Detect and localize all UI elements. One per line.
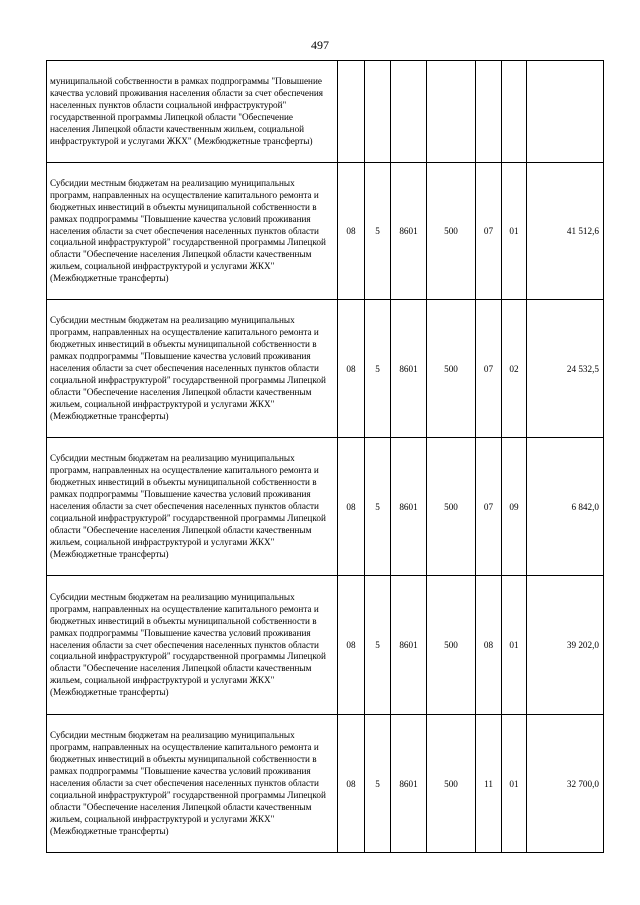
amount-cell: 32 700,0 xyxy=(527,715,604,853)
code-cell xyxy=(476,61,502,163)
code-cell: 8601 xyxy=(391,438,427,576)
code-cell: 08 xyxy=(338,576,365,715)
amount-cell: 39 202,0 xyxy=(527,576,604,715)
code-cell: 08 xyxy=(338,300,365,438)
table-row xyxy=(47,300,604,438)
code-cell: 8601 xyxy=(391,300,427,438)
code-cell: 07 xyxy=(476,300,502,438)
page-number: 497 xyxy=(311,38,329,52)
table-row xyxy=(47,163,604,300)
code-cell: 500 xyxy=(427,715,476,853)
code-cell: 11 xyxy=(476,715,502,853)
code-cell: 5 xyxy=(365,715,391,853)
table-row xyxy=(47,715,604,853)
code-cell: 8601 xyxy=(391,576,427,715)
code-cell: 8601 xyxy=(391,715,427,853)
row-description: муниципальной собственности в рамках подпрограммы "Повышение качества условий проживания населения области за счет обеспечения населенных пунктов области социальной инфраструктурой" государственной программы Липецкой области "Обеспечение населения Липецкой области качественным жильем, социальной инфраструктурой и услугами ЖКХ" (Межбюджетные трансферты) xyxy=(47,61,338,163)
code-cell: 5 xyxy=(365,576,391,715)
row-description: Субсидии местным бюджетам на реализацию муниципальных программ, направленных на осуществление капитального ремонта и бюджетных инвестиций в объекты муниципальной собственности в рамках подпрограммы "Повышение качества условий проживания населения области за счет обеспечения населенных пунктов области социальной инфраструктурой" государственной программы Липецкой области "Обеспечение населения Липецкой области качественным жильем, социальной инфраструктурой и услугами ЖКХ" (Межбюджетные трансферты) xyxy=(47,576,338,715)
amount-cell: 6 842,0 xyxy=(527,438,604,576)
amount-cell: 24 532,5 xyxy=(527,300,604,438)
code-cell: 07 xyxy=(476,163,502,300)
budget-table xyxy=(46,60,604,853)
row-description: Субсидии местным бюджетам на реализацию муниципальных программ, направленных на осуществление капитального ремонта и бюджетных инвестиций в объекты муниципальной собственности в рамках подпрограммы "Повышение качества условий проживания населения области за счет обеспечения населенных пунктов области социальной инфраструктурой" государственной программы Липецкой области "Обеспечение населения Липецкой области качественным жильем, социальной инфраструктурой и услугами ЖКХ" (Межбюджетные трансферты) xyxy=(47,715,338,853)
code-cell: 01 xyxy=(502,576,527,715)
code-cell xyxy=(427,61,476,163)
row-description: Субсидии местным бюджетам на реализацию муниципальных программ, направленных на осуществление капитального ремонта и бюджетных инвестиций в объекты муниципальной собственности в рамках подпрограммы "Повышение качества условий проживания населения области за счет обеспечения населенных пунктов области социальной инфраструктурой" государственной программы Липецкой области "Обеспечение населения Липецкой области качественным жильем, социальной инфраструктурой и услугами ЖКХ" (Межбюджетные трансферты) xyxy=(47,438,338,576)
table-row xyxy=(47,61,604,163)
code-cell: 07 xyxy=(476,438,502,576)
code-cell: 08 xyxy=(338,715,365,853)
code-cell: 02 xyxy=(502,300,527,438)
code-cell: 8601 xyxy=(391,163,427,300)
table-row xyxy=(47,576,604,715)
code-cell: 500 xyxy=(427,163,476,300)
row-description: Субсидии местным бюджетам на реализацию муниципальных программ, направленных на осуществление капитального ремонта и бюджетных инвестиций в объекты муниципальной собственности в рамках подпрограммы "Повышение качества условий проживания населения области за счет обеспечения населенных пунктов области социальной инфраструктурой" государственной программы Липецкой области "Обеспечение населения Липецкой области качественным жильем, социальной инфраструктурой и услугами ЖКХ" (Межбюджетные трансферты) xyxy=(47,163,338,300)
code-cell: 08 xyxy=(338,438,365,576)
code-cell xyxy=(391,61,427,163)
row-description: Субсидии местным бюджетам на реализацию муниципальных программ, направленных на осуществление капитального ремонта и бюджетных инвестиций в объекты муниципальной собственности в рамках подпрограммы "Повышение качества условий проживания населения области за счет обеспечения населенных пунктов области социальной инфраструктурой" государственной программы Липецкой области "Обеспечение населения Липецкой области качественным жильем, социальной инфраструктурой и услугами ЖКХ" (Межбюджетные трансферты) xyxy=(47,300,338,438)
code-cell xyxy=(502,61,527,163)
code-cell xyxy=(365,61,391,163)
amount-cell xyxy=(527,61,604,163)
code-cell: 09 xyxy=(502,438,527,576)
code-cell: 500 xyxy=(427,300,476,438)
code-cell: 500 xyxy=(427,438,476,576)
code-cell xyxy=(338,61,365,163)
code-cell: 5 xyxy=(365,163,391,300)
code-cell: 08 xyxy=(338,163,365,300)
code-cell: 500 xyxy=(427,576,476,715)
code-cell: 08 xyxy=(476,576,502,715)
code-cell: 5 xyxy=(365,438,391,576)
amount-cell: 41 512,6 xyxy=(527,163,604,300)
code-cell: 5 xyxy=(365,300,391,438)
code-cell: 01 xyxy=(502,163,527,300)
table-row xyxy=(47,438,604,576)
code-cell: 01 xyxy=(502,715,527,853)
